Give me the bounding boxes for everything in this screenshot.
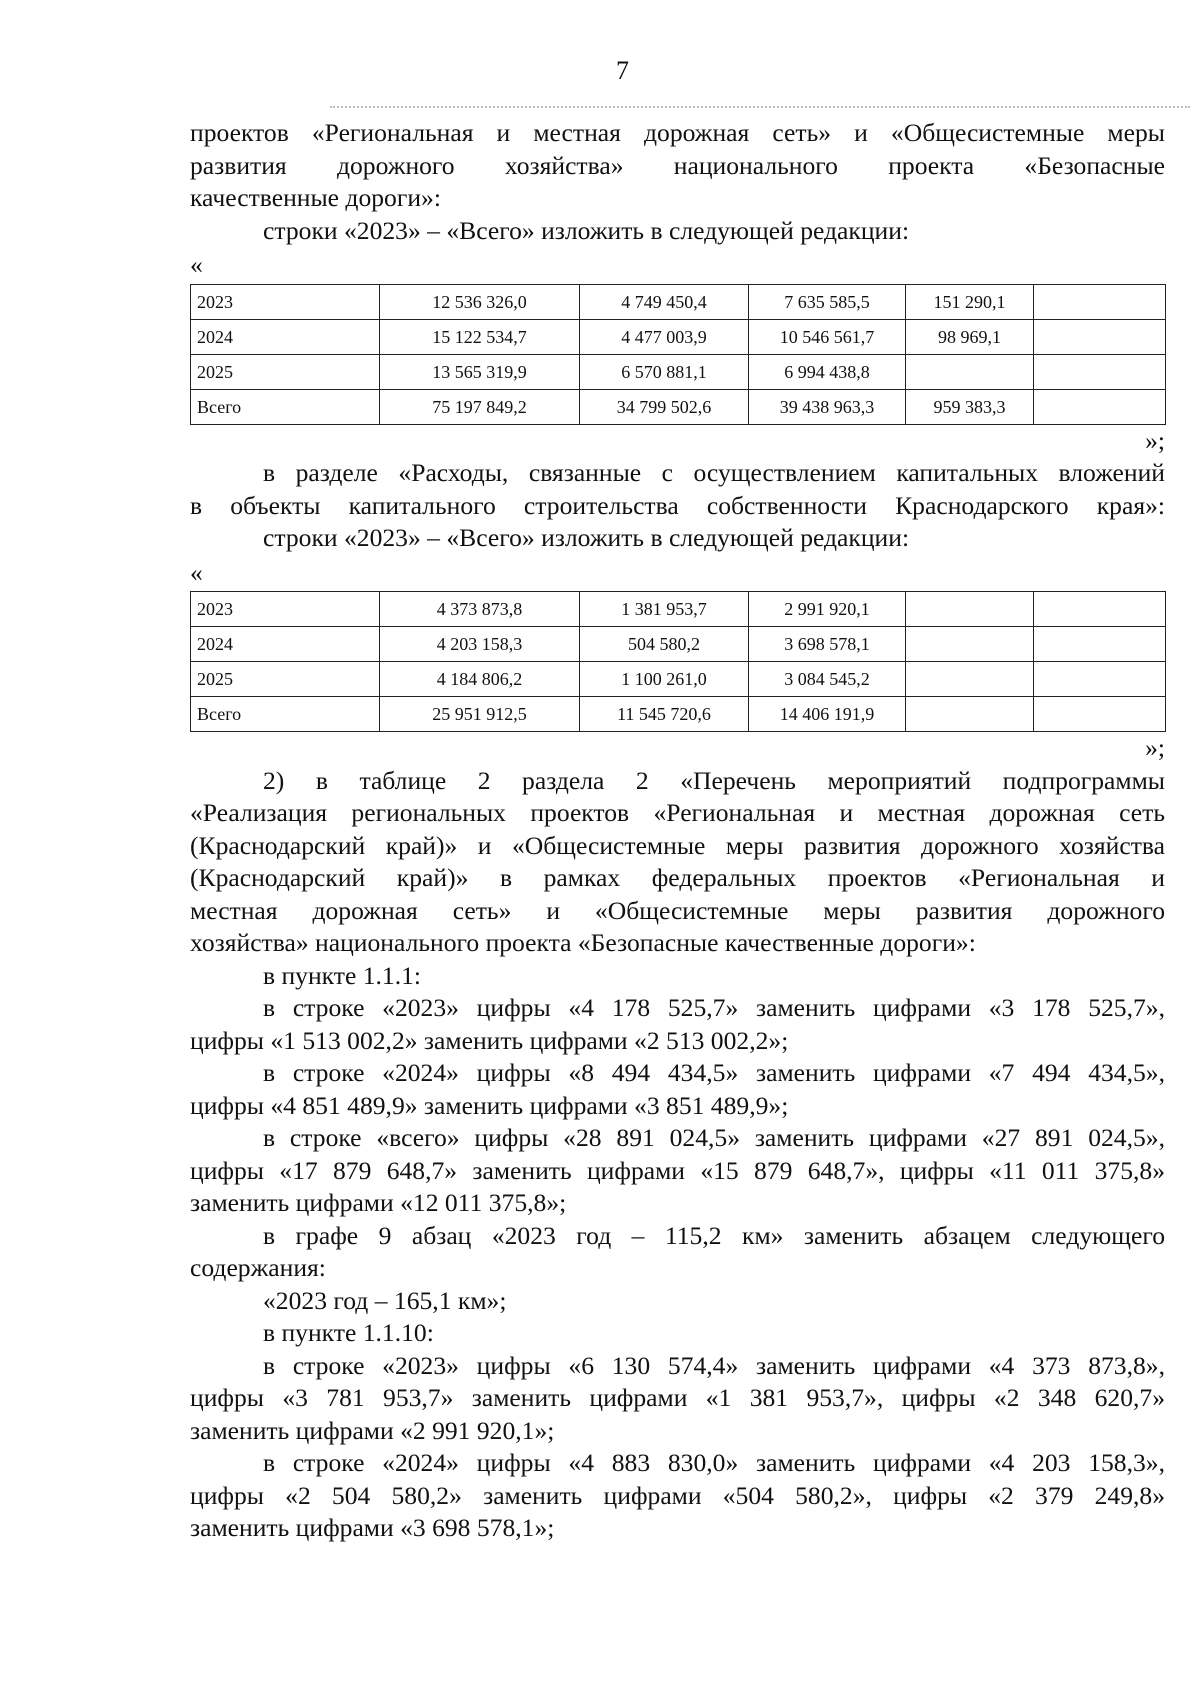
- paragraph-line: цифры «2 504 580,2» заменить цифрами «504 580,2», цифры «2 379 249,8»: [190, 1480, 1165, 1510]
- row-label-cell: 2025: [191, 662, 380, 697]
- table-row: [191, 697, 1166, 732]
- paragraph-line: заменить цифрами «12 011 375,8»;: [190, 1188, 567, 1217]
- table-row: [191, 354, 1166, 389]
- value-cell: 504 580,2: [580, 627, 749, 662]
- top-paragraphs: [190, 117, 1165, 247]
- page-number: 7: [616, 56, 629, 85]
- row-label-cell: 2023: [191, 284, 380, 319]
- paragraph-line: в графе 9 абзац «2023 год – 115,2 км» заменить абзацем следующего: [263, 1220, 1165, 1250]
- document-body: [190, 117, 1165, 1545]
- paragraph-line: цифры «1 513 002,2» заменить цифрами «2 513 002,2»;: [190, 1025, 789, 1055]
- value-cell: 151 290,1: [906, 284, 1034, 319]
- paragraph-line: проектов «Региональная и местная дорожная сеть» и «Общесистемные меры: [190, 118, 1165, 147]
- paragraph-line: строки «2023» – «Всего» изложить в следующей редакции:: [263, 215, 910, 245]
- table-row: [191, 389, 1166, 424]
- paragraph-line: развития дорожного хозяйства» национального проекта «Безопасные: [190, 150, 1165, 180]
- value-cell: 1 381 953,7: [580, 592, 749, 627]
- value-cell: [1034, 697, 1166, 732]
- value-cell: 39 438 963,3: [749, 389, 906, 424]
- row-label-cell: Всего: [191, 389, 380, 424]
- value-cell: 13 565 319,9: [380, 354, 580, 389]
- table-row: [191, 592, 1166, 627]
- paragraph-line: хозяйства» национального проекта «Безопасные качественные дороги»:: [190, 928, 976, 957]
- paragraph-line: заменить цифрами «2 991 920,1»;: [190, 1415, 555, 1445]
- value-cell: [1034, 319, 1166, 354]
- table-row: [191, 662, 1166, 697]
- value-cell: [1034, 627, 1166, 662]
- paragraph-line: цифры «3 781 953,7» заменить цифрами «1 381 953,7», цифры «2 348 620,7»: [190, 1383, 1165, 1412]
- paragraph-line: в пункте 1.1.10:: [263, 1318, 434, 1347]
- value-cell: 15 122 534,7: [380, 319, 580, 354]
- paragraph-line: в строке «2024» цифры «4 883 830,0» заменить цифрами «4 203 158,3»,: [263, 1448, 1165, 1477]
- value-cell: 14 406 191,9: [749, 697, 906, 732]
- paragraph-line: строки «2023» – «Всего» изложить в следующей редакции:: [263, 523, 910, 552]
- row-label-cell: 2025: [191, 354, 380, 389]
- row-label-cell: 2024: [191, 319, 380, 354]
- value-cell: 34 799 502,6: [580, 389, 749, 424]
- value-cell: [906, 662, 1034, 697]
- row-label-cell: Всего: [191, 697, 380, 732]
- paragraph-line: заменить цифрами «3 698 578,1»;: [190, 1513, 555, 1542]
- table1-close-quote: »;: [1145, 425, 1165, 455]
- value-cell: 98 969,1: [906, 319, 1034, 354]
- value-cell: 4 203 158,3: [380, 627, 580, 662]
- value-cell: 25 951 912,5: [380, 697, 580, 732]
- value-cell: 12 536 326,0: [380, 284, 580, 319]
- value-cell: 4 373 873,8: [380, 592, 580, 627]
- value-cell: 10 546 561,7: [749, 319, 906, 354]
- value-cell: 2 991 920,1: [749, 592, 906, 627]
- value-cell: 959 383,3: [906, 389, 1034, 424]
- paragraph-line: в пункте 1.1.1:: [263, 960, 422, 990]
- paragraph-line: в строке «2023» цифры «4 178 525,7» заменить цифрами «3 178 525,7»,: [263, 993, 1165, 1022]
- mid-paragraphs: [190, 457, 1165, 555]
- paragraph-line: в строке «2023» цифры «6 130 574,4» заменить цифрами «4 373 873,8»,: [263, 1350, 1165, 1380]
- value-cell: 3 698 578,1: [749, 627, 906, 662]
- value-cell: 6 994 438,8: [749, 354, 906, 389]
- table-row: [191, 319, 1166, 354]
- paragraph-line: качественные дороги»:: [190, 183, 441, 212]
- paragraph-line: в разделе «Расходы, связанные с осуществлением капитальных вложений: [263, 458, 1165, 487]
- funding-table-2: [190, 591, 1166, 732]
- value-cell: 6 570 881,1: [580, 354, 749, 389]
- table2-open-quote: «: [190, 557, 203, 587]
- value-cell: [906, 697, 1034, 732]
- paragraph-line: цифры «4 851 489,9» заменить цифрами «3 851 489,9»;: [190, 1090, 789, 1120]
- paragraph-line: «2023 год – 165,1 км»;: [263, 1285, 507, 1315]
- paragraph-line: 2) в таблице 2 раздела 2 «Перечень мероприятий подпрограммы: [263, 765, 1165, 795]
- paragraph-line: местная дорожная сеть» и «Общесистемные меры развития дорожного: [190, 895, 1165, 925]
- value-cell: 75 197 849,2: [380, 389, 580, 424]
- funding-table-1: [190, 284, 1166, 425]
- value-cell: 1 100 261,0: [580, 662, 749, 697]
- value-cell: [1034, 662, 1166, 697]
- paragraph-line: (Краснодарский край)» в рамках федеральных проектов «Региональная и: [190, 863, 1165, 892]
- value-cell: 4 184 806,2: [380, 662, 580, 697]
- row-label-cell: 2023: [191, 592, 380, 627]
- paragraph-line: «Реализация региональных проектов «Региональная и местная дорожная сеть: [190, 798, 1165, 827]
- value-cell: [906, 592, 1034, 627]
- table-row: [191, 627, 1166, 662]
- value-cell: 7 635 585,5: [749, 284, 906, 319]
- value-cell: [906, 354, 1034, 389]
- value-cell: [1034, 284, 1166, 319]
- paragraph-line: цифры «17 879 648,7» заменить цифрами «15 879 648,7», цифры «11 011 375,8»: [190, 1155, 1165, 1185]
- table2-close-quote: »;: [1145, 733, 1165, 762]
- value-cell: 4 749 450,4: [580, 284, 749, 319]
- paragraph-line: в строке «2024» цифры «8 494 434,5» заменить цифрами «7 494 434,5»,: [263, 1058, 1165, 1087]
- row-label-cell: 2024: [191, 627, 380, 662]
- value-cell: [1034, 354, 1166, 389]
- scan-artifact-line: [330, 106, 1190, 110]
- value-cell: [1034, 389, 1166, 424]
- value-cell: [906, 627, 1034, 662]
- table-row: [191, 284, 1166, 319]
- value-cell: 3 084 545,2: [749, 662, 906, 697]
- value-cell: 4 477 003,9: [580, 319, 749, 354]
- bottom-paragraphs: [190, 765, 1165, 1545]
- table1-open-quote: «: [190, 250, 203, 279]
- value-cell: 11 545 720,6: [580, 697, 749, 732]
- paragraph-line: содержания:: [190, 1253, 326, 1282]
- paragraph-line: в объекты капитального строительства собственности Краснодарского края»:: [190, 490, 1165, 520]
- paragraph-line: (Краснодарский край)» и «Общесистемные меры развития дорожного хозяйства: [190, 830, 1165, 860]
- value-cell: [1034, 592, 1166, 627]
- paragraph-line: в строке «всего» цифры «28 891 024,5» заменить цифрами «27 891 024,5»,: [263, 1123, 1165, 1152]
